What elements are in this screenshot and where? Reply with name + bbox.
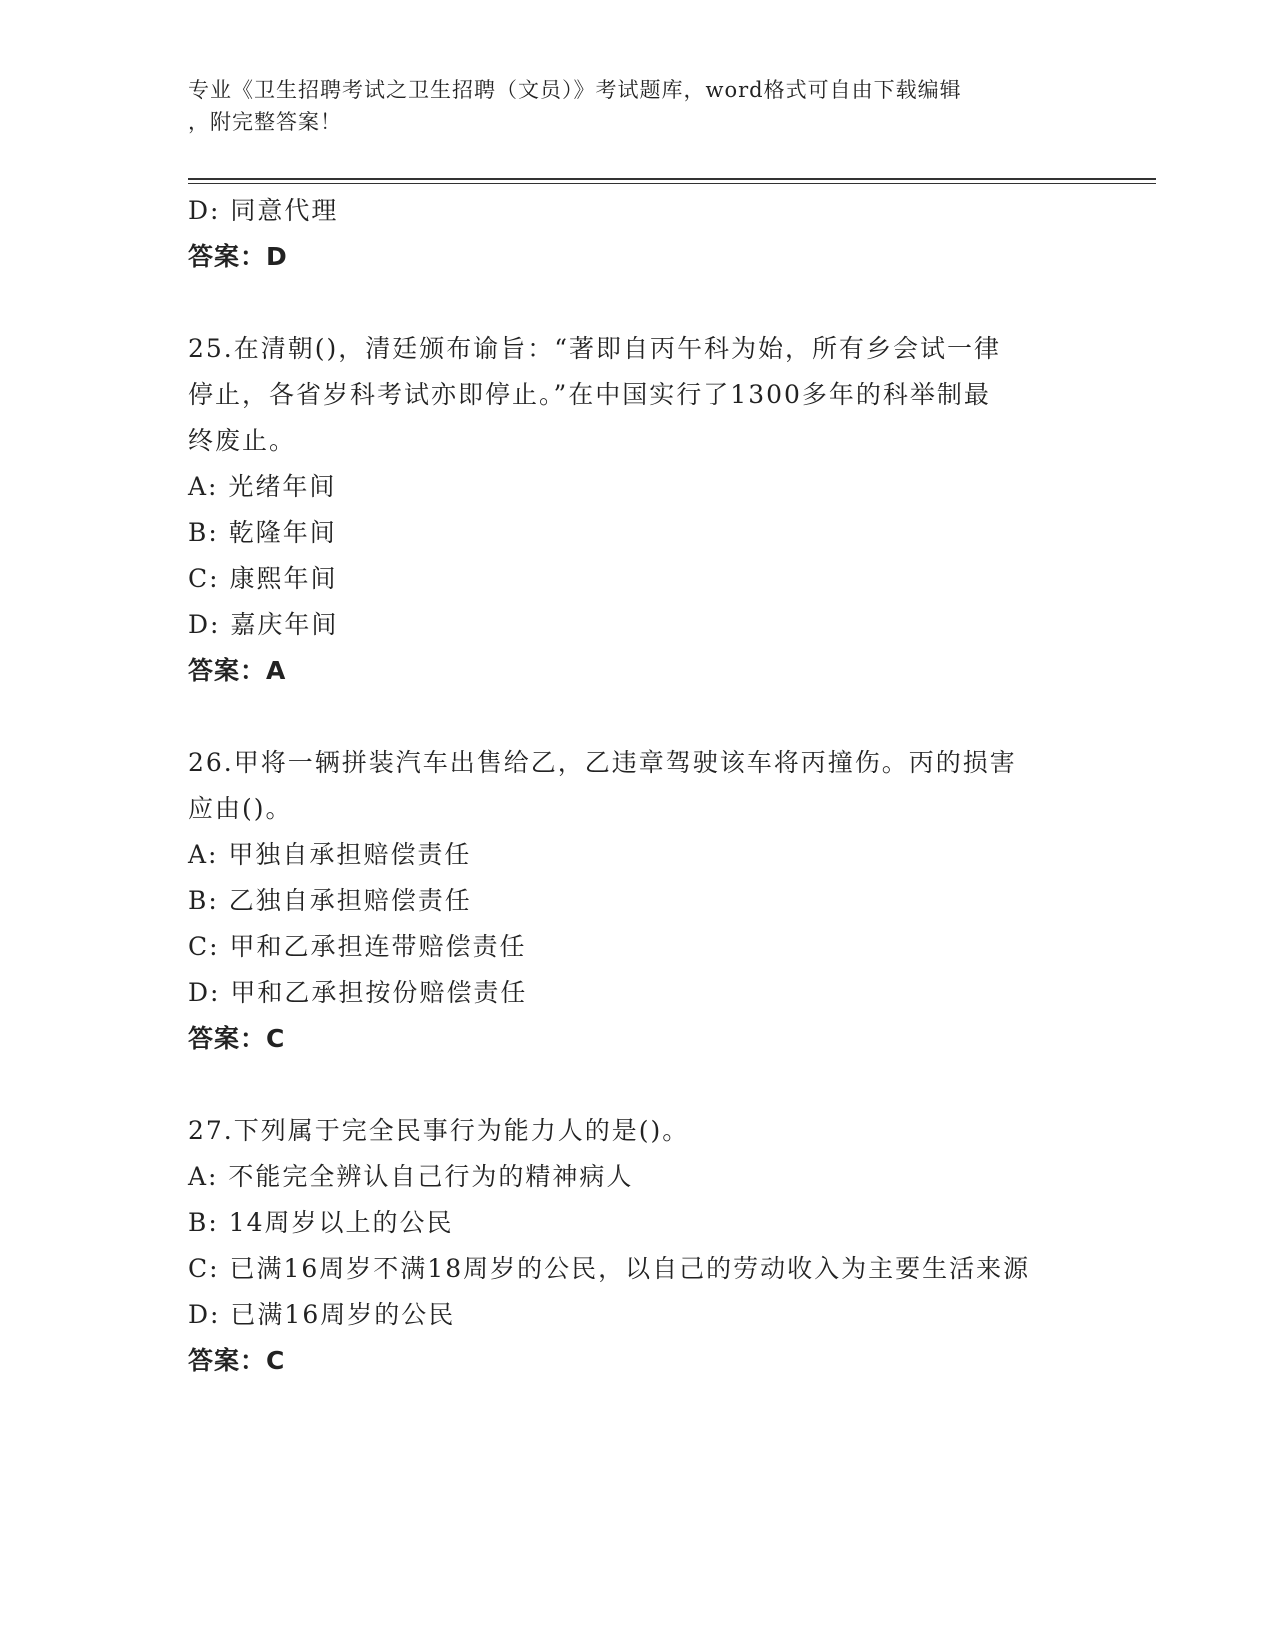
spacer: [188, 280, 1088, 326]
question-stem-line: 27.下列属于完全民事行为能力人的是()。: [188, 1116, 690, 1145]
option-d: D: 嘉庆年间: [188, 610, 339, 639]
option-d: D: 甲和乙承担按份赔偿责任: [188, 978, 528, 1007]
header-rule-thin: [188, 183, 1156, 184]
previous-question-tail: [188, 188, 1088, 280]
question-stem-line: 终废止。: [188, 426, 297, 455]
option-a: A: 不能完全辨认自己行为的精神病人: [188, 1162, 634, 1191]
question-stem-line: 26.甲将一辆拼装汽车出售给乙，乙违章驾驶该车将丙撞伤。丙的损害: [188, 748, 1017, 777]
option-d: D: 已满16周岁的公民: [188, 1300, 456, 1329]
option-a: A: 光绪年间: [188, 472, 337, 501]
question-27: [188, 1108, 1088, 1384]
option-a: A: 甲独自承担赔偿责任: [188, 840, 472, 869]
option-b: B: 乾隆年间: [188, 518, 337, 547]
answer-line: 答案：D: [188, 242, 288, 271]
question-stem-line: 25.在清朝()，清廷颁布谕旨：“著即自丙午科为始，所有乡会试一律: [188, 334, 1002, 363]
question-stem-line: 应由()。: [188, 794, 293, 823]
answer-line: 答案：C: [188, 1024, 286, 1053]
option-c: C: 已满16周岁不满18周岁的公民，以自己的劳动收入为主要生活来源: [188, 1254, 1031, 1283]
answer-line: 答案：A: [188, 656, 287, 685]
question-26: [188, 740, 1088, 1062]
page-header: 专业《卫生招聘考试之卫生招聘（文员）》考试题库，word格式可自由下载编辑 ，附完整答案！: [188, 78, 962, 134]
option-c: C: 康熙年间: [188, 564, 338, 593]
question-stem-line: 停止，各省岁科考试亦即停止。”在中国实行了1300多年的科举制最: [188, 380, 991, 409]
spacer: [188, 694, 1088, 740]
spacer: [188, 1062, 1088, 1108]
question-list: [188, 188, 1088, 1384]
option-d: D: 同意代理: [188, 196, 339, 225]
option-c: C: 甲和乙承担连带赔偿责任: [188, 932, 527, 961]
answer-line: 答案：C: [188, 1346, 286, 1375]
header-rule-thick: [188, 178, 1156, 180]
question-25: [188, 326, 1088, 694]
option-b: B: 乙独自承担赔偿责任: [188, 886, 472, 915]
option-b: B: 14周岁以上的公民: [188, 1208, 454, 1237]
